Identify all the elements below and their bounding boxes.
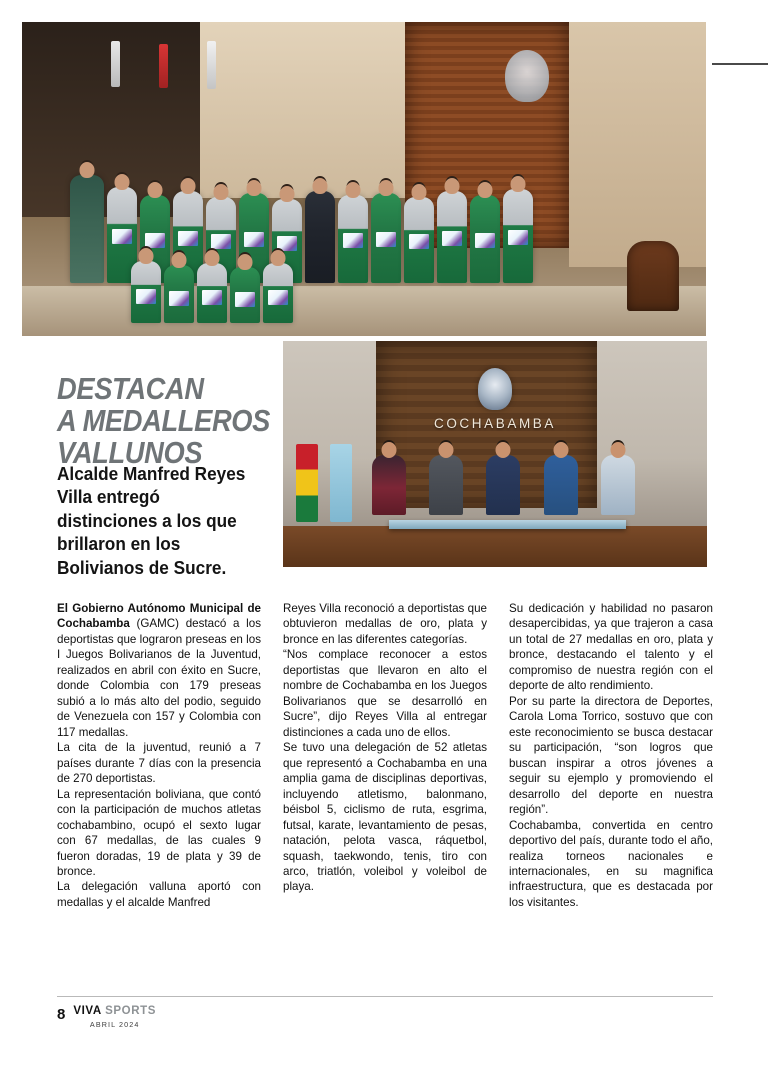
panelist-figure (601, 455, 635, 515)
cochabamba-flag-icon (330, 444, 352, 522)
hero-wall-center (200, 22, 405, 198)
press-panelists (372, 455, 635, 515)
article-column-2 (283, 601, 487, 910)
issue-date: ABRIL 2024 (89, 1019, 140, 1029)
paragraph: Se tuvo una delegación de 52 atletas que representó a Cochabamba en una amplia gama de disciplinas deportivas, incluyendo atletismo, balonmano, béisbol 5, ciclismo de ruta, esgrima, futsal, karate, levantamiento de pesas, natación, pelota vasca, ráquetbol, squash, taekwondo, tenis, tiro con arco, triatlón, voleibol y voleibol de playa. (283, 741, 487, 894)
top-right-rule (712, 63, 768, 65)
press-backdrop-text: COCHABAMBA (433, 415, 557, 431)
headline-line-1: DESTACAN (57, 370, 204, 406)
page-subtitle: Alcalde Manfred Reyes Villa entregó distinciones a los que brillaron en los Bolivianos de Sucre. (57, 463, 246, 578)
hero-floor (22, 286, 706, 336)
press-floor (283, 526, 707, 567)
panelist-figure (544, 455, 578, 515)
paragraph: Reyes Villa reconoció a deportistas que obtuvieron medallas de oro, plata y bronce en las diferentes categorías. (283, 602, 487, 646)
bolivia-flag-icon (296, 444, 318, 522)
athlete-figure (437, 191, 467, 283)
masthead-logo (73, 1006, 156, 1018)
article-column-1 (57, 601, 261, 910)
paragraph-text: (GAMC) destacó a los deportistas que lograron preseas en los I Juegos Bolivarianos de la Juventud, realizados en abril con éxito en Sucre, donde Colombia con 179 preseas subió a lo más alto del podio, seguido de Venezuela con 157 y Colombia con 117 medallas. (57, 617, 261, 739)
paragraph: Su dedicación y habilidad no pasaron desapercibidas, ya que trajeron a casa un total de 27 medallas en oro, plata y bronce, destacando el talento y el compromiso de nuestra región con el deporte de alto rendimiento. (509, 602, 713, 693)
press-glass-table (389, 520, 626, 529)
headline-line-3: VALLUNOS (57, 435, 203, 471)
panelist-figure (429, 455, 463, 515)
panelist-figure (372, 455, 406, 515)
athlete-figure (230, 267, 260, 323)
paragraph: La delegación valluna aportó con medallas y el alcalde Manfred (57, 880, 261, 909)
athlete-figure (371, 193, 401, 283)
paragraph: Por su parte la directora de Deportes, Carola Loma Torrico, sostuvo que con este reconocimiento se busca destacar su participación, “son logros que buscan inspirar a otros jóvenes a seguir su ejemplo y promoviendo el desarrollo del deporte en nuestra región”. (509, 694, 713, 817)
masthead-viva: VIVA (73, 1005, 102, 1017)
cochabamba-coat-of-arms-icon (478, 368, 512, 410)
athlete-figure (338, 195, 368, 283)
footer-masthead (73, 1006, 156, 1028)
athlete-figure (470, 195, 500, 283)
paragraph (57, 601, 261, 740)
athlete-figure (263, 263, 293, 323)
presenter-figure (70, 175, 104, 283)
page-footer (57, 1006, 156, 1028)
panelist-figure (486, 455, 520, 515)
hero-crowd-front-row (131, 261, 293, 323)
hero-flag-red (159, 44, 168, 88)
masthead-sports: SPORTS (105, 1005, 156, 1017)
paragraph: La cita de la juventud, reunió a 7 países durante 7 días con la presencia de 270 deportistas. (57, 741, 261, 786)
press-conference-photo (283, 341, 707, 567)
footer-divider (57, 996, 713, 997)
hero-flag-white (111, 41, 120, 87)
paragraph: Cochabamba, convertida en centro deportivo del país, durante todo el año, realiza torneos nacionales e internacionales, en su magnifica infraestructura, que es destacada por los visitantes. (509, 818, 713, 909)
hero-wall-right (569, 22, 706, 267)
paragraph: La representación boliviana, que contó con la participación de muchos atletas cochabambino, ocupó el sexto lugar con 67 medallas, de las cuales 9 fueron doradas, 19 de plata y 39 de bronce. (57, 787, 261, 878)
hero-chair (627, 241, 679, 311)
athlete-figure (131, 261, 161, 323)
article-lead-in: El Gobierno Autónomo Municipal de Cochabamba (57, 602, 261, 631)
article-body (57, 601, 713, 910)
paragraph: “Nos complace reconocer a estos deportistas que llevaron en alto el nombre de Cochabamba en los Juegos Bolivarianos que se desarrolló en Sucre”, dijo Reyes Villa al entregar distinciones a cada uno de ellos. (283, 648, 487, 739)
headline-line-2: A MEDALLEROS (57, 403, 271, 438)
athlete-figure (404, 197, 434, 283)
athlete-figure (164, 265, 194, 323)
page-title (57, 370, 271, 471)
page-number: 8 (57, 1006, 66, 1023)
athlete-figure (197, 263, 227, 323)
athlete-figure (503, 189, 533, 283)
official-figure (305, 191, 335, 283)
article-column-3 (509, 601, 713, 910)
hero-photo-athletes-group (22, 22, 706, 336)
hero-flag-silver (207, 41, 216, 89)
hero-emblem-decor (505, 50, 549, 102)
